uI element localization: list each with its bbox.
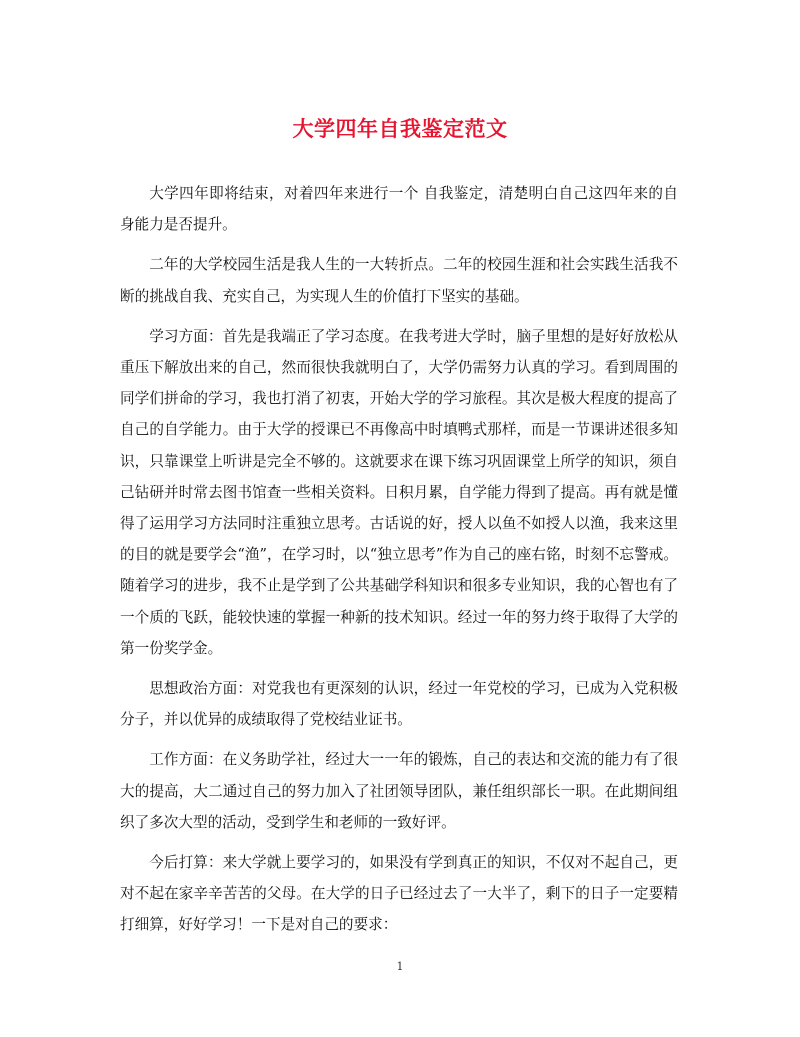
paragraph-intro: 大学四年即将结束，对着四年来进行一个 自我鉴定，清楚明白自己这四年来的自身能力是否提升。: [120, 185, 678, 234]
page-number: 1: [396, 960, 404, 973]
paragraph-work: 工作方面：在义务助学社，经过大一一年的锻炼，自己的表达和交流的能力有了很大的提高，大二通过自己的努力加入了社团领导团队，兼任组织部长一职。在此期间组织了多次大型的活动，受到学生和老师的一致好评。: [120, 751, 678, 831]
document-body: [120, 178, 678, 950]
paragraph-campus-life: 二年的大学校园生活是我人生的一大转折点。二年的校园生涯和社会实践生活我不断的挑战自我、充实自己，为实现人生的价值打下坚实的基础。: [120, 256, 678, 305]
paragraph-study: 学习方面：首先是我端正了学习态度。在我考进大学时，脑子里想的是好好放松从重压下解放出来的自己，然而很快我就明白了，大学仍需努力认真的学习。看到周围的同学们拼命的学习，我也打消了初衷，开始大学的学习旅程。其次是极大程度的提高了自己的自学能力。由于大学的授课已不再像高中时填鸭式那样，而是一节课讲述很多知识，只靠课堂上听讲是完全不够的。这就要求在课下练习巩固课堂上所学的知识，须自己钻研并时常去图书馆查一些相关资料。日积月累，自学能力得到了提高。再有就是懂得了运用学习方法同时注重独立思考。古话说的好，授人以鱼不如授人以渔，我来这里的目的就是要学会“渔”，在学习时，以“独立思考”作为自己的座右铭，时刻不忘警戒。随着学习的进步，我不止是学到了公共基础学科知识和很多专业知识，我的心智也有了一个质的飞跃，能较快速的掌握一种新的技术知识。经过一年的努力终于取得了大学的第一份奖学金。: [120, 327, 678, 657]
paragraph-future-plans: 今后打算：来大学就上要学习的，如果没有学到真正的知识，不仅对不起自己，更对不起在家辛辛苦苦的父母。在大学的日子已经过去了一大半了，剩下的日子一定要精打细算，好好学习！一下是对自己的要求：: [120, 854, 678, 934]
paragraph-politics: 思想政治方面：对党我也有更深刻的认识，经过一年党校的学习，已成为入党积极分子，并以优异的成绩取得了党校结业证书。: [120, 680, 678, 729]
document-title: 大学四年自我鉴定范文: [292, 116, 508, 141]
